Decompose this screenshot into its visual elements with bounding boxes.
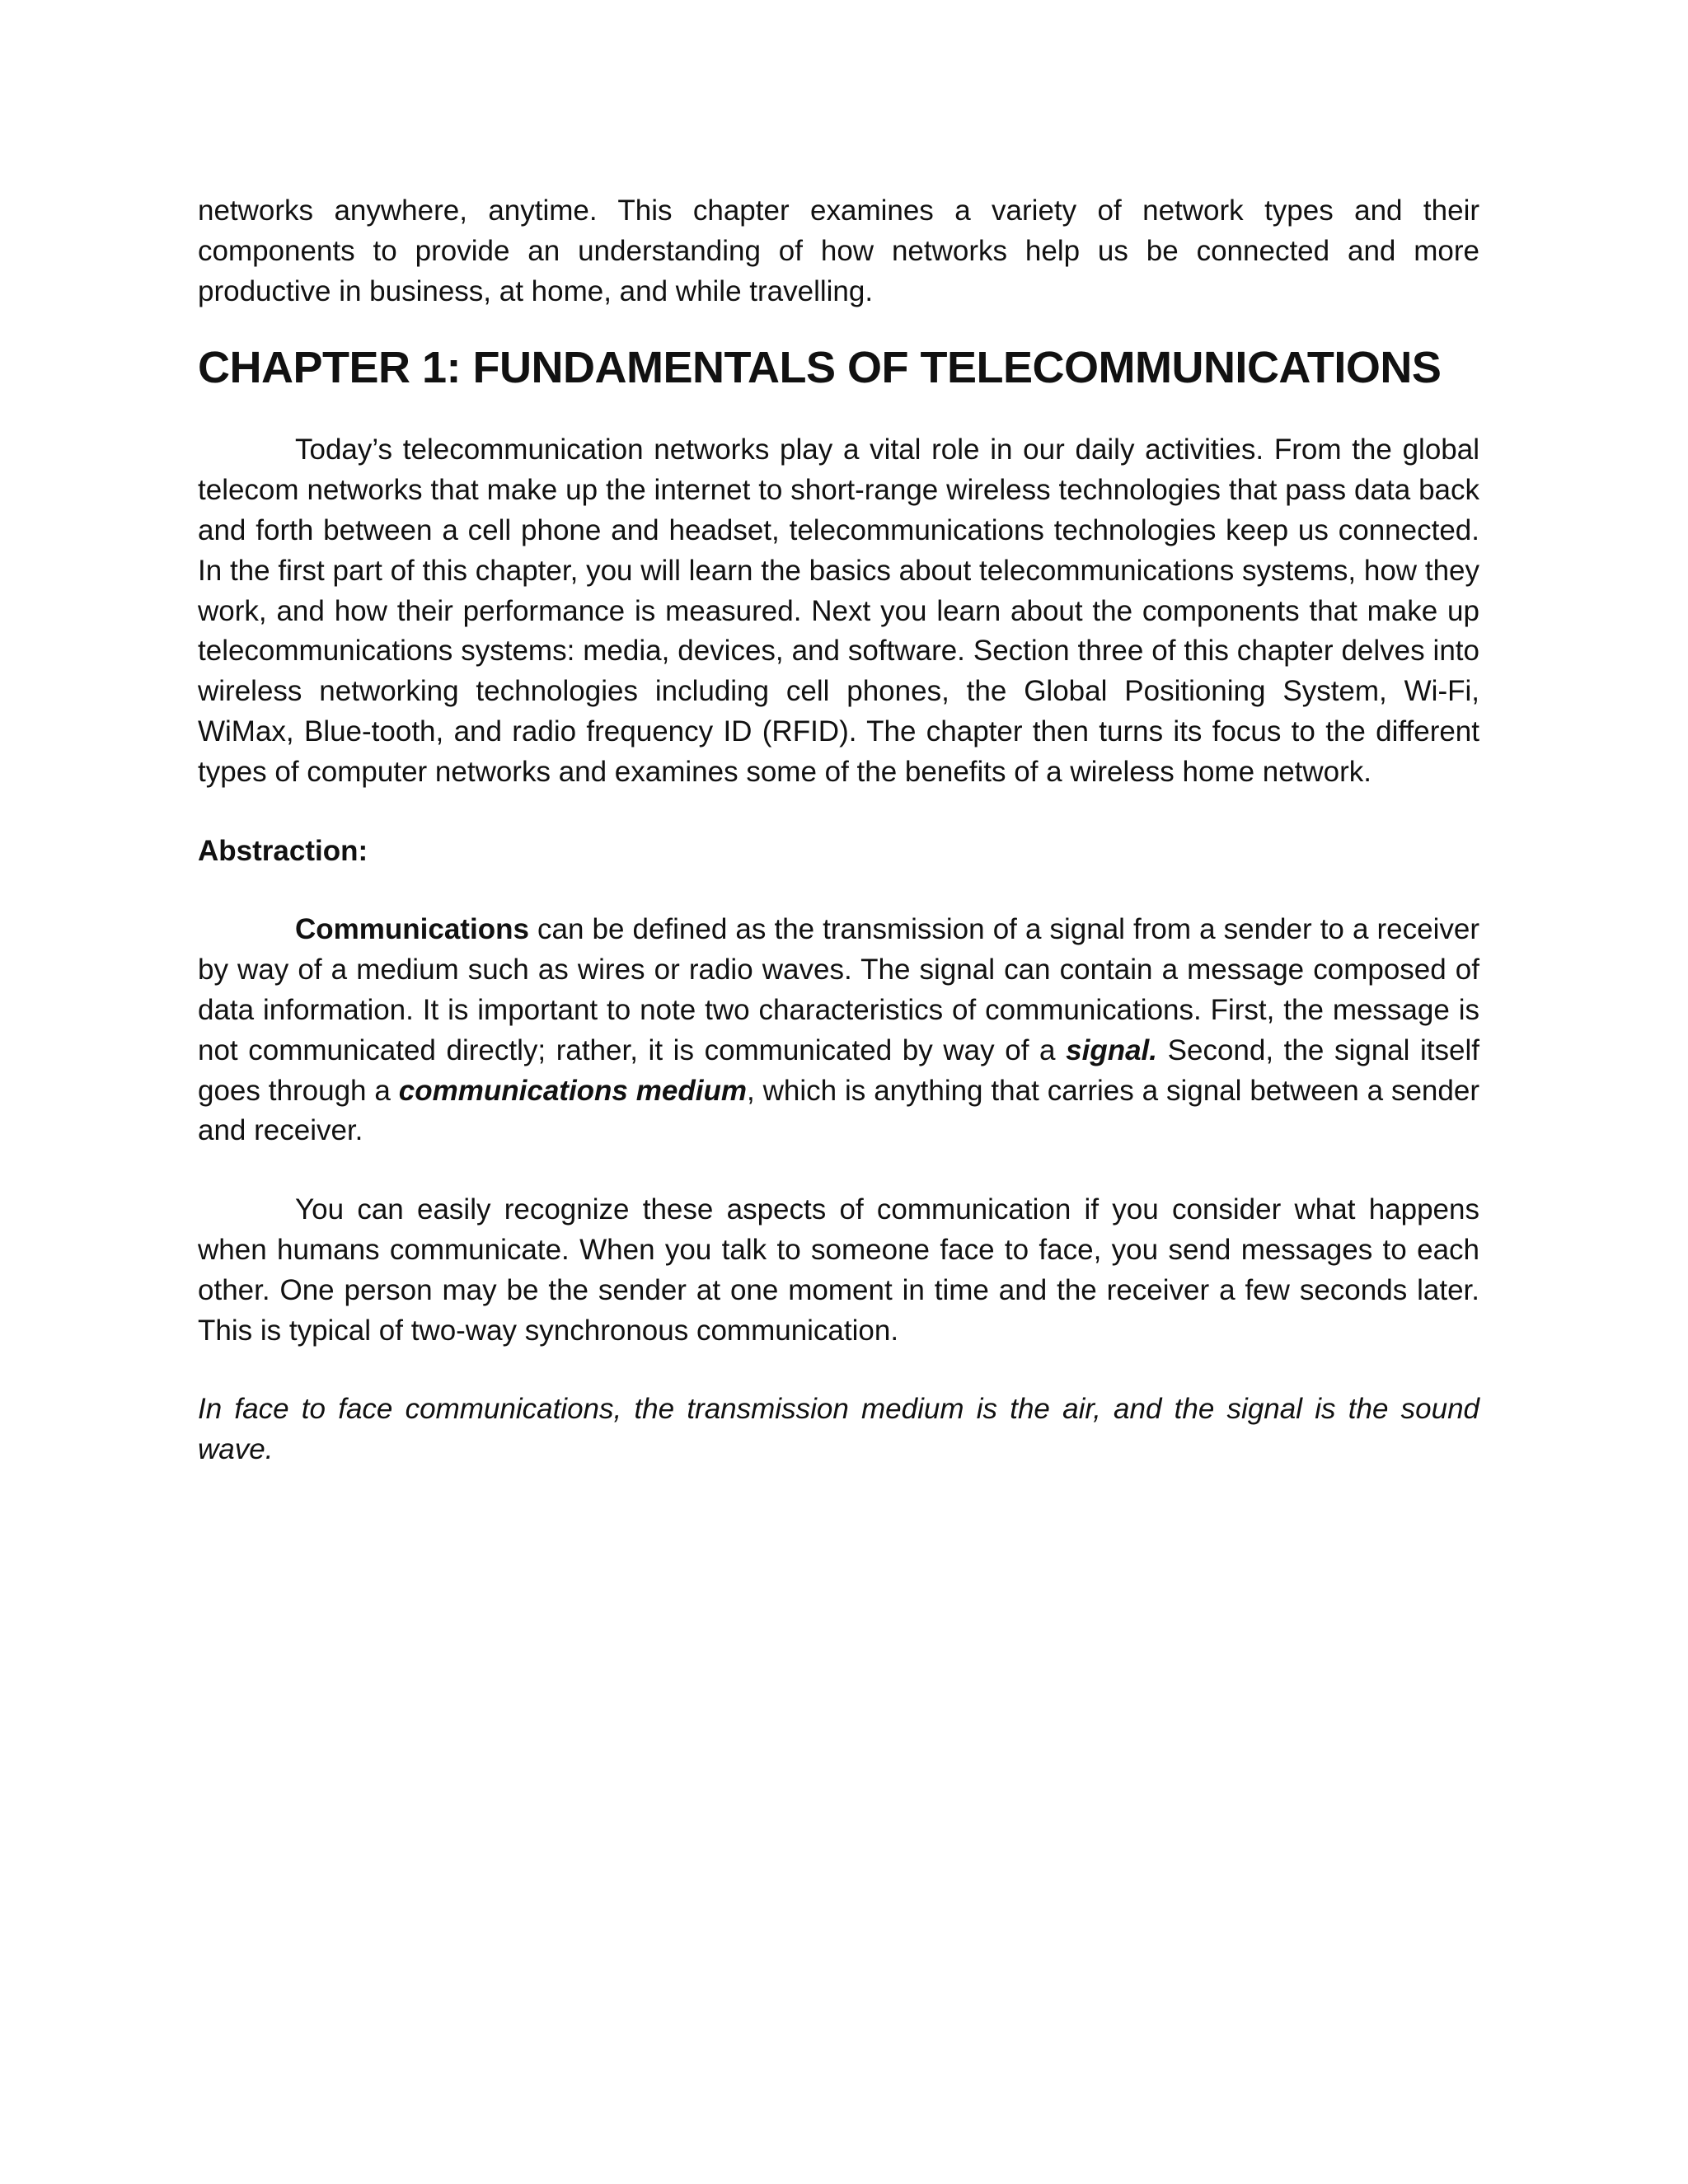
human-communication-paragraph: You can easily recognize these aspects of communication if you consider what happens when humans communicate. When you talk to someone face to face, you send messages to each other. One person may be the sender at one moment in time and the receiver a few seconds later. This is typical of two-way synchronous communication. xyxy=(198,1193,1479,1347)
term-communications-medium: communications medium xyxy=(398,1074,747,1107)
abstraction-heading: Abstraction: xyxy=(198,834,368,867)
overview-paragraph: Today’s telecommunication networks play a vital role in our daily activities. From the global telecom networks that make up the internet to short-range wireless technologies that pass data back and forth between a cell phone and headset, telecommunications technologies keep us connected. In the first part of this chapter, you will learn the basics about telecommunications systems, how they work, and how their performance is measured. Next you learn about the components that make up telecommunications systems: media, devices, and software. Section three of this chapter delves into wireless networking technologies including cell phones, the Global Positioning System, Wi-Fi, WiMax, Blue-tooth, and radio frequency ID (RFID). The chapter then turns its focus to the different types of computer networks and examines some of the benefits of a wireless home network. xyxy=(198,434,1479,788)
face-to-face-note: In face to face communications, the transmission medium is the air, and the signal is the sound wave. xyxy=(198,1393,1479,1466)
definition-text-b: Second, the signal itself goes through a xyxy=(198,1033,1479,1107)
communications-definition-paragraph xyxy=(198,910,1479,1151)
definition-text-a: can be defined as the transmission of a signal from a sender to a receiver by way of a medium such as wires or radio waves. The signal can contain a message composed of data information. It is important to note two characteristics of communications. First, the message is not communicated directly; rather, it is communicated by way of a xyxy=(198,913,1479,1066)
intro-paragraph: networks anywhere, anytime. This chapter examines a variety of network types and their components to provide an understanding of how networks help us be connected and more productive in business, at home, and while travelling. xyxy=(198,194,1479,307)
term-communications: Communications xyxy=(295,913,529,946)
definition-text-c: , which is anything that carries a signal between a sender and receiver. xyxy=(198,1074,1479,1147)
document-page xyxy=(198,191,1479,1470)
term-signal: signal. xyxy=(1066,1033,1158,1066)
chapter-title: CHAPTER 1: FUNDAMENTALS OF TELECOMMUNICATIONS xyxy=(198,343,1442,393)
